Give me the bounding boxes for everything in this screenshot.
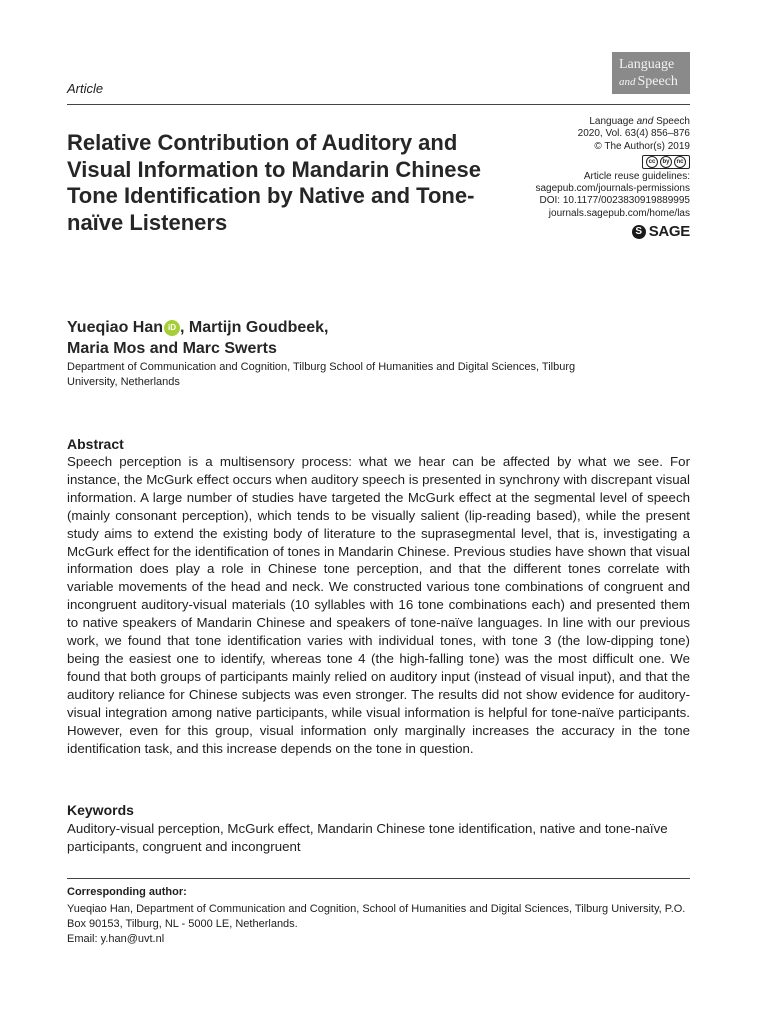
publisher-name: SAGE	[648, 222, 690, 240]
journal-volume: 2020, Vol. 63(4) 856–876	[577, 128, 690, 140]
keywords-heading: Keywords	[67, 802, 134, 818]
journal-name	[470, 116, 690, 128]
cc-by-icon: by	[660, 156, 672, 168]
corresponding-author-email[interactable]: Email: y.han@uvt.nl	[67, 933, 165, 945]
journal-name-pre: Language	[589, 116, 637, 127]
author-name-first: Yueqiao Han	[67, 319, 164, 336]
journal-logo-line1: Language	[619, 57, 675, 72]
header-divider	[67, 104, 690, 105]
author-names-rest: , Martijn Goudbeek,	[180, 319, 329, 336]
cc-nc-icon: nc	[674, 156, 686, 168]
reuse-guidelines-label: Article reuse guidelines:	[583, 170, 690, 182]
author-list	[67, 317, 627, 359]
publisher-logo	[470, 222, 690, 240]
journal-logo	[612, 52, 690, 94]
keywords-body: Auditory-visual perception, McGurk effect, Mandarin Chinese tone identification, native and tone-naïve participants, congruent and incongruent	[67, 821, 668, 854]
journal-info	[470, 116, 690, 239]
author-names-line2: Maria Mos and Marc Swerts	[67, 340, 277, 357]
journal-logo-line2	[619, 73, 690, 91]
sage-icon: S	[632, 225, 646, 239]
corresponding-author-address: Yueqiao Han, Department of Communication and Cognition, School of Humanities and Digital Sciences, Tilburg University, P.O. Box 90153, Tilburg, NL - 5000 LE, Netherlands.	[67, 903, 686, 930]
journal-name-and: and	[636, 116, 654, 127]
journal-logo-speech: Speech	[637, 74, 678, 89]
cc-license-icon[interactable]	[642, 155, 690, 169]
journal-logo-and: and	[619, 76, 636, 88]
orcid-icon[interactable]: iD	[164, 320, 180, 336]
doi-link[interactable]: DOI: 10.1177/0023830919889995	[539, 195, 690, 207]
corresponding-author-heading: Corresponding author:	[67, 886, 187, 898]
reuse-guidelines-link[interactable]: sagepub.com/journals-permissions	[535, 183, 690, 195]
journal-home-link[interactable]: journals.sagepub.com/home/las	[548, 207, 690, 219]
abstract-body: Speech perception is a multisensory process: what we hear can be affected by what we see. For instance, the McGurk effect occurs when auditory speech is presented in synchrony with discrepant visual information. A large number of studies have targeted the McGurk effect at the segmental level of speech (mainly consonant perception), which tends to be visually salient (lip-reading based), while the present study aims to extend the existing body of literature to the suprasegmental level, that is, investigating a McGurk effect for the identification of tones in Mandarin Chinese. Previous studies have shown that visual information does play a role in Chinese tone perception, and that the different tones correlate with variable movements of the head and neck. We constructed various tone combinations of congruent and incongruent auditory-visual materials (10 syllables with 16 tone combinations each) and presented them to native speakers of Mandarin Chinese and speakers of tone-naïve languages. In line with our previous work, we found that tone identification varies with individual tones, with tone 3 (the low-dipping tone) being the easiest one to identify, whereas tone 4 (the high-falling tone) was the most difficult one. We found that both groups of participants mainly relied on auditory input (instead of visual input), and that the auditory reliance for Chinese subjects was even stronger. The results did not show evidence for auditory-visual integration among native participants, while visual information is helpful for tone-naïve participants. However, even for this group, visual information only marginally increases the accuracy in the tone identification task, and this increase depends on the tone in question.	[67, 454, 690, 756]
abstract-heading: Abstract	[67, 436, 124, 452]
article-type-label: Article	[67, 81, 104, 96]
paper-title: Relative Contribution of Auditory and Visual Information to Mandarin Chinese Tone Identification by Native and Tone-naïve Listeners	[67, 130, 481, 235]
author-affiliation: Department of Communication and Cognition, Tilburg School of Humanities and Digital Sciences, Tilburg University, Netherlands	[67, 361, 576, 388]
cc-icon: cc	[646, 156, 658, 168]
footer-divider	[67, 878, 690, 879]
corresponding-author-details	[67, 902, 690, 947]
copyright-notice: © The Author(s) 2019	[594, 140, 690, 152]
journal-name-post: Speech	[653, 116, 690, 127]
